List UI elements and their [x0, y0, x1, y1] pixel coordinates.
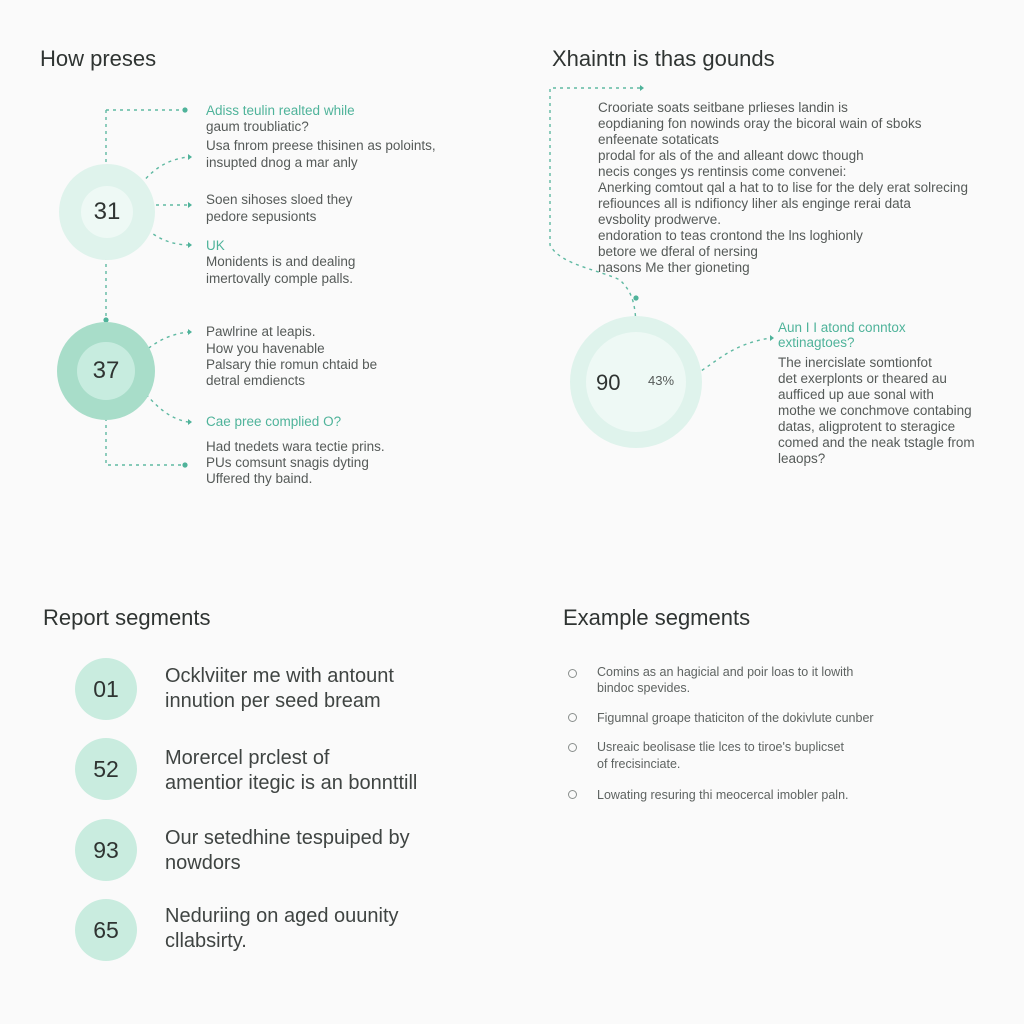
tr-paragraph-line: Anerking comtout qal a hat to to lise for the dely erat solrecing [598, 180, 968, 195]
tl-block5-line: PUs comsunt snagis dyting [206, 455, 369, 470]
tl-block1-line: gaum troubliatic? [206, 119, 309, 134]
example-item-text: Comins as an hagicial and poir loas to it lowith [597, 665, 854, 679]
tr-paragraph-line: refiounces all is ndifioncy liher als enginge rerai data [598, 196, 911, 211]
tl-block4-line: Palsary thie romun chtaid be [206, 357, 378, 372]
tl-block4-line: How you havenable [206, 341, 325, 356]
tr-paragraph [598, 100, 968, 276]
tl-block3-line: imertovally comple palls. [206, 271, 354, 286]
segment-text: Morercel prclest of [165, 747, 330, 769]
segment-text: Ocklviiter me with antount [165, 665, 394, 687]
tr-paragraph-line: Crooriate soats seitbane prlieses landin is [598, 100, 848, 115]
tr-annotation-line: datas, aligprotent to steragice [778, 419, 956, 434]
tl-block2-line: pedore sepusionts [206, 209, 317, 224]
bullet-icon [568, 743, 577, 752]
segment-badge: 65 [75, 899, 137, 961]
tl-block5-line: Had tnedets wara tectie prins. [206, 439, 385, 454]
example-item-text: Figumnal groape thaticiton of the dokivlute cunber [597, 711, 874, 725]
tl-block1-line: insupted dnog a mar anly [206, 155, 358, 170]
panel-title-example-segments: Example segments [563, 605, 751, 630]
tl-block2-line: Soen sihoses sloed they [206, 192, 353, 207]
segment-badge: 52 [75, 738, 137, 800]
example-item-text: of frecisinciate. [597, 757, 681, 771]
tr-paragraph-line: endoration to teas crontond the lns loghionly [598, 228, 863, 243]
circle-31-value: 31 [93, 198, 121, 225]
tr-paragraph-line: nasons Me ther gioneting [598, 260, 750, 275]
circle-node-37 [57, 322, 155, 420]
segment-text: innution per seed bream [165, 690, 381, 712]
segment-text: amentior itegic is an bonnttill [165, 772, 418, 794]
tr-annotation-heading: Aun I I atond conntox [778, 320, 906, 335]
panel-title-how-preses: How preses [40, 46, 157, 71]
circle-node-31 [59, 164, 155, 260]
segment-badge: 93 [75, 819, 137, 881]
bullet-icon [568, 790, 577, 799]
circle-node-90 [570, 316, 702, 448]
circle-37-value: 37 [92, 357, 120, 384]
bullet-icon [568, 669, 577, 678]
connector-tr-annot [690, 338, 770, 378]
tl-block5-line: Uffered thy baind. [206, 471, 313, 486]
tl-block1-heading: Adiss teulin realted while [206, 103, 355, 118]
example-item-text: Lowating resuring thi meocercal imobler paln. [597, 788, 849, 802]
tl-block5-heading: Cae pree complied O? [206, 414, 342, 429]
tl-block3-line: Monidents is and dealing [206, 254, 356, 269]
segment-text: Neduriing on aged ouunity [165, 905, 399, 927]
example-item-text: Usreaic beolisase tlie lces to tiroe's buplicset [597, 740, 844, 754]
tl-block4-line: Pawlrine at leapis. [206, 324, 316, 339]
panel-title-report-segments: Report segments [43, 605, 211, 630]
tr-annotation-line: det exerplonts or theared au [778, 371, 947, 386]
bullet-icon [568, 713, 577, 722]
panel-title-xhaintn: Xhaintn is thas gounds [552, 46, 775, 71]
tl-block1-line: Usa fnrom preese thisinen as poloints, [206, 138, 436, 153]
tr-annotation-heading: extinagtoes? [778, 335, 855, 350]
segment-text: cllabsirty. [165, 930, 247, 952]
tr-annotation-body [778, 355, 975, 467]
tr-paragraph-line: enfeenate sotaticats [598, 132, 719, 147]
tr-paragraph-line: prodal for als of the and alleant dowc though [598, 148, 864, 163]
circle-90-value: 90 [596, 370, 621, 395]
tr-paragraph-line: betore we dferal of nersing [598, 244, 758, 259]
tr-annotation-line: leaops? [778, 451, 826, 466]
tr-paragraph-line: necis conges ys rentinsis come convenei: [598, 164, 847, 179]
segment-badge: 01 [75, 658, 137, 720]
segment-text: nowdors [165, 852, 241, 874]
segment-text: Our setedhine tespuiped by [165, 827, 410, 849]
tl-block3-heading: UK [206, 238, 225, 253]
tr-paragraph-line: evsbolity prodwerve. [598, 212, 722, 227]
tr-annotation-line: comed and the neak tstagle from [778, 435, 975, 450]
tr-paragraph-line: eopdianing fon nowinds oray the bicoral wain of sboks [598, 116, 922, 131]
tl-block4-line: detral emdiencts [206, 373, 306, 388]
circle-90-percent: 43% [648, 373, 675, 388]
tr-annotation-line: The inercislate somtionfot [778, 355, 932, 370]
tr-annotation-line: mothe we conchmove contabing [778, 403, 972, 418]
tr-annotation-line: aufficed up aue sonal with [778, 387, 934, 402]
example-item-text: bindoc spevides. [597, 681, 691, 695]
